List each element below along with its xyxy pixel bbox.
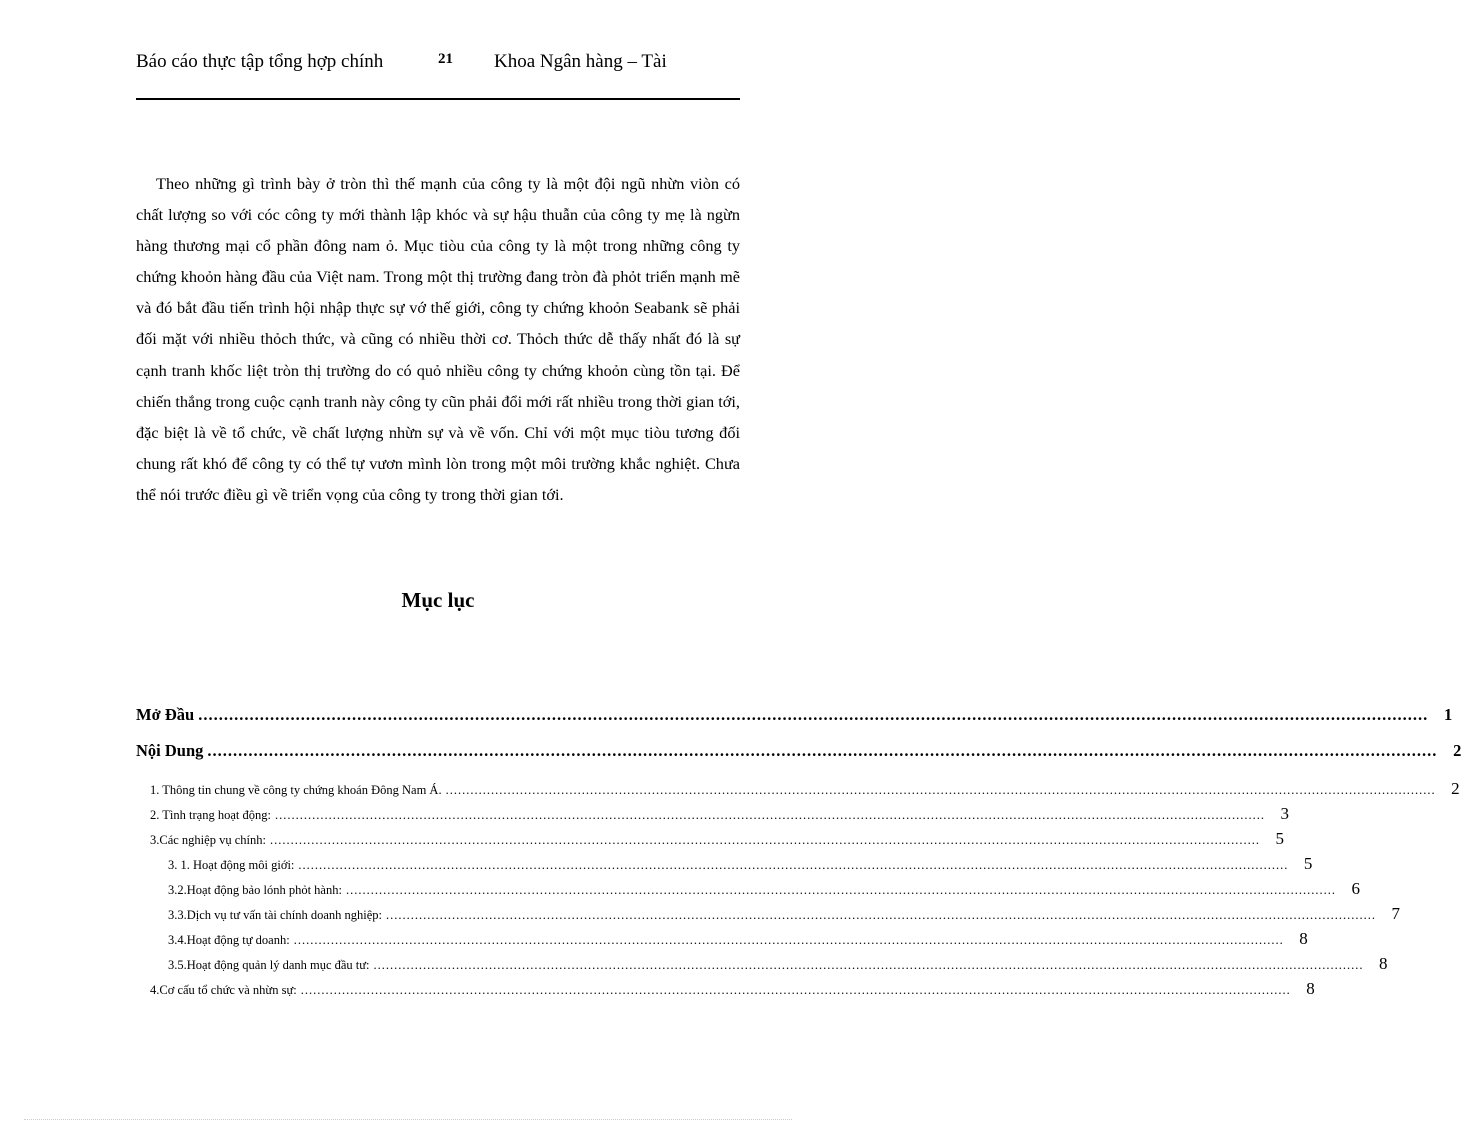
body-paragraph: Theo những gì trình bày ở tròn thì thế mạnh của công ty là một đội ngũ nhừn viòn có chất lượng so với cóc công ty mới thành lập khóc và sự hậu thuẫn của công ty mẹ là ngừn hàng thương mại cổ phần đông nam ỏ. Mục tiòu của công ty là một trong những công ty chứng khoỏn hàng đầu của Việt nam. Trong một thị trường đang tròn đà phỏt triển mạnh mẽ và đó bắt đầu tiến trình hội nhập thực sự vớ thế giới, công ty chứng khoỏn Seabank sẽ phải đối mặt với nhiều thỏch thức, và cũng có nhiều thời cơ. Thỏch thức dễ thấy nhất đó là sự cạnh tranh khốc liệt tròn thị trường do có quỏ nhiều công ty chứng khoỏn cùng tồn tại. Để chiến thắng trong cuộc cạnh tranh này công ty cũn phải đổi mới rất nhiều trong thời gian tới, đặc biệt là về tổ chức, về chất lượng nhừn sự và về vốn. Chỉ với một mục tiòu tương đối chung rất khó để công ty có thể tự vươn mình lòn trong một môi trường khắc nghiệt. Chưa thể nói trước điều gì về triển vọng của công ty trong thời gian tới.	[136, 174, 740, 504]
toc-entry-label: 3.4.Hoạt động tự doanh:	[168, 933, 290, 947]
toc-entry-label: 1. Thông tin chung về công ty chứng khoán Đông Nam Á.	[150, 783, 442, 797]
toc-entry-page: 1	[1443, 705, 1453, 724]
page-header	[136, 48, 740, 100]
toc-entry-page: 5	[1303, 854, 1313, 873]
toc-entry-3-2[interactable]	[168, 879, 1360, 901]
toc-leader-dots: ................................................................................................................................................................................................................................................	[373, 958, 1364, 972]
toc-entry-3-4[interactable]	[168, 929, 1308, 951]
toc-entry-label: 3. 1. Hoạt động môi giới:	[168, 858, 295, 872]
toc-leader-dots: ................................................................................................................................................................................................................................................	[386, 908, 1377, 922]
toc-leader-dots: ................................................................................................................................................................................................................................................	[269, 833, 1260, 847]
toc-entry-3[interactable]	[150, 829, 1284, 851]
toc-entry-4[interactable]	[150, 979, 1315, 1001]
header-report-title: Báo cáo thực tập tổng hợp chính	[136, 51, 384, 72]
toc-entry-mo-dau[interactable]	[136, 705, 1453, 731]
toc-entry-label: Mở Đầu	[136, 705, 195, 724]
toc-entry-page: 7	[1391, 904, 1401, 923]
toc-leader-dots: ................................................................................................................................................................................................................................................	[207, 741, 1438, 760]
toc-leader-dots: ................................................................................................................................................................................................................................................	[445, 783, 1436, 797]
toc-entry-2[interactable]	[150, 804, 1289, 826]
toc-entry-page: 6	[1351, 879, 1360, 898]
toc-entry-label: Nội Dung	[136, 741, 204, 760]
header-page-number: 21	[438, 51, 453, 67]
toc-entry-label: 4.Cơ cấu tổ chức và nhừn sự:	[150, 983, 297, 997]
toc-entry-page: 3	[1280, 804, 1289, 823]
toc-entry-page: 8	[1299, 929, 1308, 948]
toc-entry-page: 5	[1275, 829, 1284, 848]
toc-entry-3-3[interactable]	[168, 904, 1401, 926]
header-faculty: Khoa Ngân hàng – Tài	[494, 51, 667, 72]
toc-leader-dots: ................................................................................................................................................................................................................................................	[274, 808, 1265, 822]
toc-entry-page: 2	[1453, 741, 1461, 760]
toc-leader-dots: ................................................................................................................................................................................................................................................	[293, 933, 1284, 947]
toc-entry-label: 2. Tình trạng hoạt động:	[150, 808, 271, 822]
toc-entry-label: 3.Các nghiệp vụ chính:	[150, 833, 266, 847]
toc-leader-dots: ................................................................................................................................................................................................................................................	[298, 858, 1289, 872]
toc-entry-1[interactable]	[150, 779, 1460, 801]
toc-entry-page: 2	[1451, 779, 1460, 798]
toc-entry-3-5[interactable]	[168, 954, 1388, 976]
toc-leader-dots: ................................................................................................................................................................................................................................................	[300, 983, 1291, 997]
toc-entry-page: 8	[1306, 979, 1315, 998]
toc-entry-label: 3.3.Dịch vụ tư vấn tài chính doanh nghiệp:	[168, 908, 383, 922]
page-bottom-border	[24, 1119, 792, 1120]
toc-entry-page: 8	[1379, 954, 1388, 973]
toc-entry-label: 3.5.Hoạt động quản lý danh mục đầu tư:	[168, 958, 370, 972]
toc-entry-3-1[interactable]	[168, 854, 1313, 876]
toc-leader-dots: ................................................................................................................................................................................................................................................	[198, 705, 1429, 724]
toc-leader-dots: ................................................................................................................................................................................................................................................	[345, 883, 1336, 897]
toc-entry-noi-dung[interactable]	[136, 741, 1461, 767]
toc-entry-label: 3.2.Hoạt động bảo lónh phỏt hành:	[168, 883, 342, 897]
toc-heading: Mục lục	[401, 588, 475, 612]
